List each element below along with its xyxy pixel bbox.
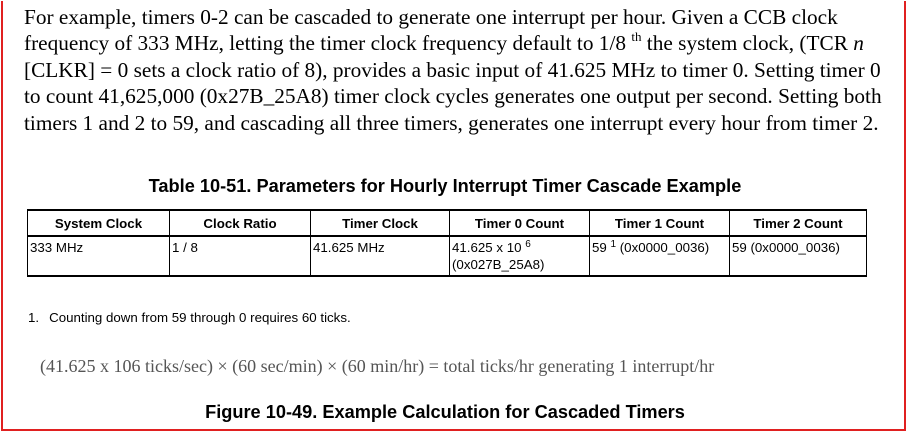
paragraph-italic: n xyxy=(853,31,864,56)
cell-timer2-count: 59 (0x0000_0036) xyxy=(730,236,867,276)
timer0-value: 41.625 x 10 xyxy=(452,240,522,255)
header-timer1-count: Timer 1 Count xyxy=(590,210,730,236)
header-system-clock: System Clock xyxy=(28,210,170,236)
cell-timer0-count xyxy=(450,236,590,276)
table-title: Table 10-51. Parameters for Hourly Interrupt Timer Cascade Example xyxy=(148,176,742,196)
timer1-hex: (0x0000_0036) xyxy=(616,240,710,255)
cell-timer1-count xyxy=(590,236,730,276)
footnote-text: Counting down from 59 through 0 requires 60 ticks. xyxy=(49,310,351,325)
cell-clock-ratio: 1 / 8 xyxy=(170,236,311,276)
footnote-number: 1. xyxy=(28,310,40,325)
footnote xyxy=(28,310,351,325)
parameters-table xyxy=(27,209,867,277)
figure-caption: Figure 10-49. Example Calculation for Cascaded Timers xyxy=(205,402,685,422)
table-row xyxy=(28,236,867,276)
header-timer2-count: Timer 2 Count xyxy=(730,210,867,236)
footnote-ref: 1 xyxy=(610,239,617,250)
timer1-value: 59 xyxy=(592,240,607,255)
header-timer-clock: Timer Clock xyxy=(311,210,450,236)
cell-system-clock: 333 MHz xyxy=(28,236,170,276)
timer0-hex: (0x027B_25A8) xyxy=(452,257,545,272)
paragraph-text-2: the system clock, (TCR xyxy=(641,31,854,56)
paragraph-text-3: [CLKR] = 0 sets a clock ratio of 8), provides a basic input of 41.625 MHz to timer 0. Setting timer 0 to count 41,625,000 (0x27B_25A8) timer clock cycles generates one output per second. Setting both timers 1 and 2 to 59, and cascading all three timers, generates one interrupt every hour from timer 2. xyxy=(24,57,882,135)
cell-timer-clock: 41.625 MHz xyxy=(311,236,450,276)
paragraph-superscript: th xyxy=(631,29,642,45)
header-timer0-count: Timer 0 Count xyxy=(450,210,590,236)
header-clock-ratio: Clock Ratio xyxy=(170,210,311,236)
paragraph-text-1: For example, timers 0-2 can be cascaded to generate one interrupt per hour. Given a CCB clock frequency of 333 MHz, letting the timer clock frequency default to 1/8 xyxy=(24,5,838,56)
body-paragraph xyxy=(24,4,894,136)
formula-text: (41.625 x 106 ticks/sec) × (60 sec/min) × (60 min/hr) = total ticks/hr generating 1 interrupt/hr xyxy=(40,356,715,376)
timer0-exponent: 6 xyxy=(525,239,531,250)
table-header-row xyxy=(28,210,867,236)
